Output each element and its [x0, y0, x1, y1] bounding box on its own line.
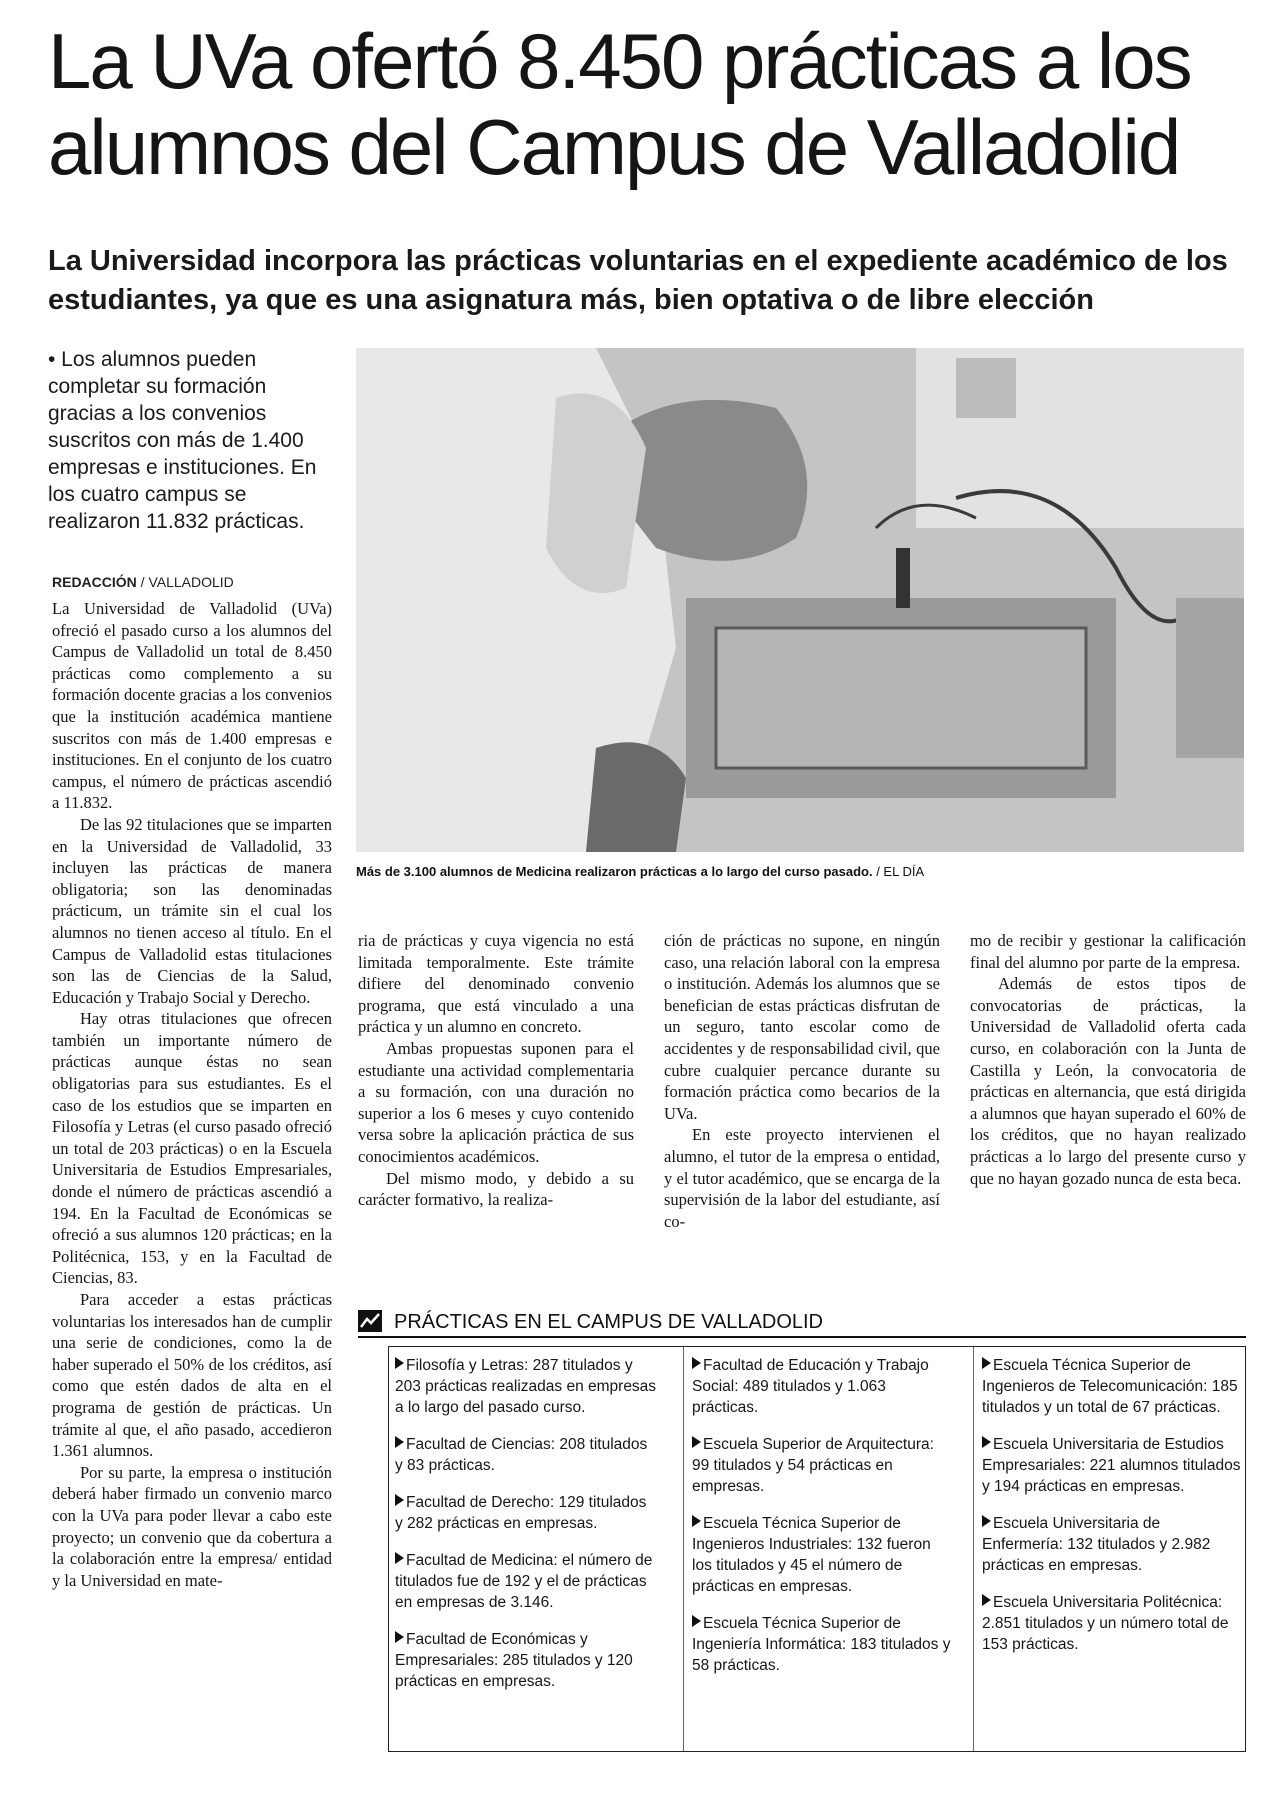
paragraph: mo de recibir y gestionar la calificación final del alumno por parte de la empresa. — [970, 931, 1246, 972]
paragraph: Por su parte, la empresa o institución deberá haber firmado un convenio marco con la UVa para poder llevar a cabo este proyecto; un convenio que da cobertura a la colaboración entre la empresa/ entidad y la Universidad en mate- — [52, 1462, 332, 1590]
paragraph: Además de estos tipos de convocatorias de prácticas, la Universidad de Valladolid oferta cada curso, en colaboración con la Junta de Castilla y León, la convocatoria de prácticas en alternancia, que está dirigida a alumnos que hayan superado el 60% de los créditos, que no hayan realizado prácticas a lo largo del presente curso y que no hayan gozado nunca de esta beca. — [970, 974, 1246, 1188]
body-column-2 — [358, 930, 634, 1211]
byline — [52, 574, 342, 590]
list-item: Escuela Técnica Superior de Ingenieros de Telecomunicación: 185 titulados y un total de 67 prácticas. — [982, 1357, 1238, 1416]
paragraph: En este proyecto intervienen el alumno, el tutor de la empresa o entidad, y el tutor académico, que se encarga de la supervisión de la labor del estudiante, así co- — [664, 1125, 940, 1231]
infobox-column-3 — [973, 1347, 1244, 1751]
paragraph: La Universidad de Valladolid (UVa) ofreció el pasado curso a los alumnos del Campus de Valladolid un total de 8.450 prácticas como complemento a su formación docente gracias a los convenios que la institución académica mantiene suscritos con más de 1.400 empresas e instituciones. En el conjunto de los cuatro campus, el número de prácticas ascendió a 11.832. — [52, 599, 332, 813]
list-item: Facultad de Ciencias: 208 titulados y 83 prácticas. — [395, 1436, 648, 1474]
body-column-3 — [664, 930, 940, 1232]
list-item: Escuela Universitaria de Enfermería: 132 titulados y 2.982 prácticas en empresas. — [982, 1515, 1211, 1574]
list-item: Filosofía y Letras: 287 titulados y 203 prácticas realizadas en empresas a lo largo del pasado curso. — [395, 1357, 657, 1416]
list-item: Escuela Superior de Arquitectura: 99 titulados y 54 prácticas en empresas. — [692, 1436, 934, 1495]
infobox-column-1 — [395, 1355, 657, 1743]
lead-summary: • Los alumnos pueden completar su formación gracias a los convenios suscritos con más de 1.400 empresas e instituciones. En los cuatro campus se realizaron 11.832 prácticas. — [48, 348, 317, 533]
list-item: Facultad de Derecho: 129 titulados y 282 prácticas en empresas. — [395, 1494, 647, 1532]
subheadline: La Universidad incorpora las prácticas voluntarias en el expediente académico de los estudiantes, ya que es una asignatura más, bien optativa o de libre elección — [48, 245, 1228, 316]
infobox — [388, 1346, 1246, 1752]
triangle-bullet-icon — [395, 1631, 404, 1643]
paragraph: ria de prácticas y cuya vigencia no está limitada temporalmente. Este trámite difiere del denominado convenio programa, que está vinculado a una práctica y un alumno en concreto. — [358, 931, 634, 1037]
byline-place: / VALLADOLID — [136, 574, 234, 590]
infobox-title: PRÁCTICAS EN EL CAMPUS DE VALLADOLID — [394, 1311, 824, 1333]
triangle-bullet-icon — [982, 1515, 991, 1527]
paragraph: Ambas propuestas suponen para el estudiante una actividad complementaria a su formación, con una duración no superior a los 6 meses y cuyo contenido versa sobre la aplicación práctica de sus conocimientos académicos. — [358, 1038, 634, 1166]
paragraph: ción de prácticas no supone, en ningún caso, una relación laboral con la empresa o institución. Además los alumnos que se benefician de estas prácticas disfrutan de un seguro, tanto escolar como de accidentes y de responsabilidad civil, que cubre cualquier percance durante su formación práctica como becarios de la UVa. — [664, 931, 940, 1123]
triangle-bullet-icon — [692, 1615, 701, 1627]
list-item: Escuela Universitaria de Estudios Empresariales: 221 alumnos titulados y 194 prácticas en empresas. — [982, 1436, 1241, 1495]
headline-line-1: La UVa ofertó 8.450 prácticas a los — [48, 17, 1191, 105]
caption-text: Más de 3.100 alumnos de Medicina realizaron prácticas a lo largo del curso pasado. — [356, 864, 873, 879]
lab-photo — [356, 348, 1244, 852]
triangle-bullet-icon — [692, 1436, 701, 1448]
list-item: Escuela Técnica Superior de Ingenieros Industriales: 132 fueron los titulados y 45 el número de prácticas en empresas. — [692, 1515, 931, 1595]
photo-caption — [356, 864, 1244, 879]
paragraph: Del mismo modo, y debido a su carácter formativo, la realiza- — [358, 1168, 634, 1210]
caption-credit: / EL DÍA — [872, 864, 925, 879]
body-column-4 — [970, 930, 1246, 1189]
triangle-bullet-icon — [395, 1436, 404, 1448]
paragraph: Para acceder a estas prácticas voluntarias los interesados han de cumplir una serie de condiciones, como la de haber superado el 50% de los créditos, así como que estén dados de alta en el programa de gestión de prácticas. Un trámite al que, el año pasado, accedieron 1.361 alumnos. — [52, 1290, 332, 1461]
triangle-bullet-icon — [982, 1357, 991, 1369]
headline-line-2: alumnos del Campus de Valladolid — [48, 103, 1180, 191]
list-item: Facultad de Educación y Trabajo Social: 489 titulados y 1.063 prácticas. — [692, 1357, 929, 1416]
list-item: Escuela Universitaria Politécnica: 2.851 titulados y un número total de 153 prácticas. — [982, 1594, 1229, 1653]
triangle-bullet-icon — [982, 1594, 991, 1606]
headline — [48, 18, 1248, 190]
list-item: Facultad de Medicina: el número de titulados fue de 192 y el de prácticas en empresas de 3.146. — [395, 1552, 653, 1611]
paragraph: Hay otras titulaciones que ofrecen también un importante número de prácticas aunque éstas no sean obligatorias para sus estudiantes. Es el caso de los estudios que se imparten en Filosofía y Letras (el curso pasado ofreció un total de 203 prácticas) o en la Escuela Universitaria de Estudios Empresariales, donde el número de prácticas ascendió a 194. En la Facultad de Económicas se ofreció a sus alumnos 120 prácticas; en la Politécnica, 153, y en la Facultad de Ciencias, 83. — [52, 1009, 332, 1288]
paragraph: De las 92 titulaciones que se imparten en la Universidad de Valladolid, 33 incluyen las prácticas de manera obligatoria; son las denominadas prácticum, un trámite sin el cual los alumnos no tienen acceso al título. En el Campus de Valladolid estas titulaciones son las de Ciencias de la Salud, Educación y Trabajo Social y Derecho. — [52, 814, 332, 1007]
triangle-bullet-icon — [982, 1436, 991, 1448]
body-column-1 — [52, 598, 332, 1591]
trend-icon — [358, 1310, 382, 1332]
infobox-title-rule — [358, 1336, 1246, 1338]
list-item: Escuela Técnica Superior de Ingeniería Informática: 183 titulados y 58 prácticas. — [692, 1615, 951, 1674]
list-item: Facultad de Económicas y Empresariales: 285 titulados y 120 prácticas en empresas. — [395, 1631, 633, 1690]
triangle-bullet-icon — [395, 1357, 404, 1369]
triangle-bullet-icon — [395, 1552, 404, 1564]
lab-photo-illustration — [356, 348, 1244, 852]
triangle-bullet-icon — [395, 1494, 404, 1506]
infobox-header — [358, 1308, 1246, 1338]
triangle-bullet-icon — [692, 1357, 701, 1369]
infobox-column-2 — [683, 1347, 954, 1751]
triangle-bullet-icon — [692, 1515, 701, 1527]
byline-author: REDACCIÓN — [52, 574, 137, 590]
